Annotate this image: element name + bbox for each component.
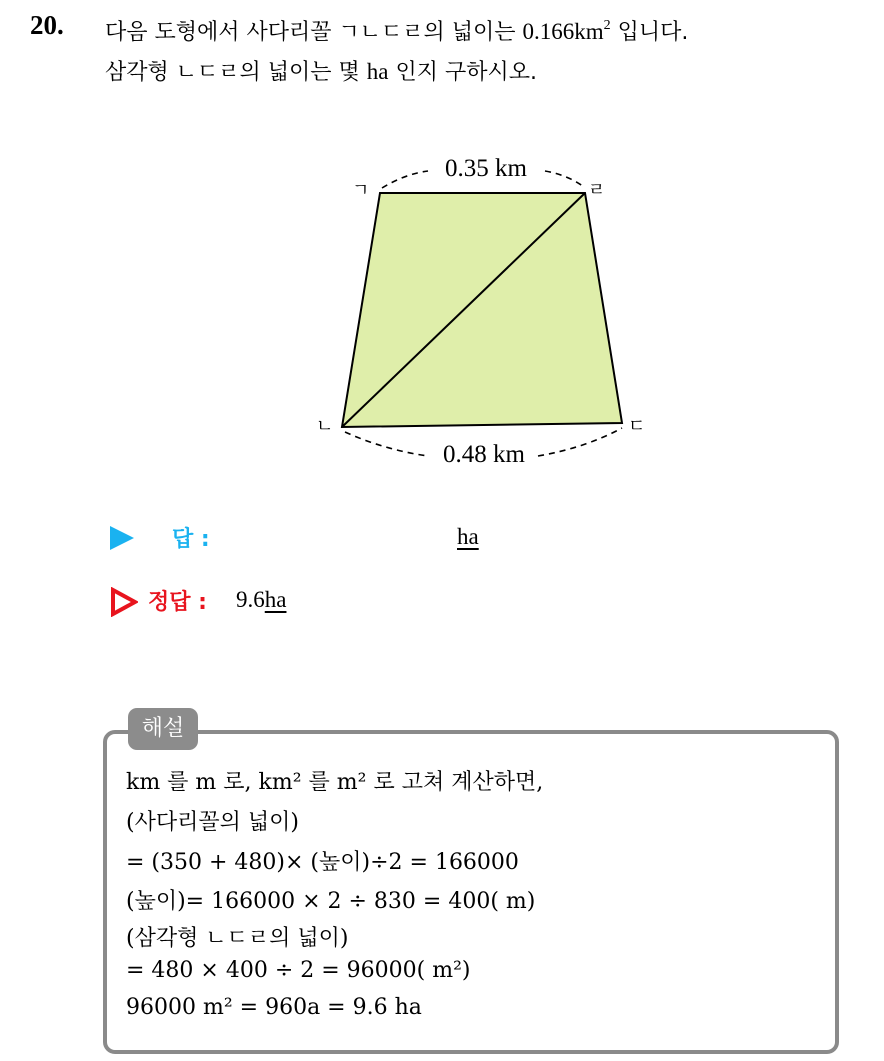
explanation-line: = 480 × 400 ÷ 2 = 96000( m²) — [126, 958, 471, 983]
answer-label: 답 : — [172, 527, 210, 552]
trapezoid-shape — [342, 193, 622, 427]
correct-answer-label: 정답 : — [148, 590, 207, 615]
explanation-line: = (350 + 480)× (높이)÷2 = 166000 — [126, 850, 519, 875]
correct-answer-number: 9.6 — [236, 587, 265, 612]
correct-answer-row — [110, 585, 410, 621]
correct-answer-value — [236, 587, 286, 613]
vertex-label-d: ㄹ — [588, 180, 606, 201]
explanation-line: (사다리꼴의 넓이) — [126, 810, 299, 835]
explanation-line: (높이)= 166000 × 2 ÷ 830 = 400( m) — [126, 889, 536, 914]
question-line1-end: 입니다. — [617, 20, 689, 45]
question-area-value: 0.166 — [522, 19, 575, 44]
explanation-line: (삼각형 ㄴㄷㄹ의 넓이) — [126, 926, 349, 951]
question-area-unit: km — [574, 19, 604, 44]
answer-row — [110, 522, 510, 558]
question-number: 20. — [30, 10, 64, 40]
bottom-length-label: 0.48 km — [443, 441, 525, 468]
explanation-line: 96000 m² = 960a = 9.6 ha — [126, 995, 422, 1020]
question-area-sup: 2 — [603, 18, 611, 33]
top-length-label: 0.35 km — [445, 155, 527, 182]
correct-answer-unit: ha — [264, 587, 287, 612]
play-triangle-icon — [110, 526, 134, 550]
vertex-label-c: ㄷ — [628, 416, 646, 437]
question-line2-b: 인지 구하시오. — [395, 60, 537, 85]
vertex-label-a: ㄱ — [352, 180, 370, 201]
question-line2-unit: ha — [366, 59, 389, 84]
question-text-line2 — [105, 55, 537, 86]
question-line2-a: 삼각형 ㄴㄷㄹ의 넓이는 몇 — [105, 60, 360, 85]
vertex-label-b: ㄴ — [316, 416, 334, 437]
trapezoid-figure — [300, 150, 660, 470]
answer-unit: ha — [457, 524, 479, 549]
question-text-line1 — [105, 15, 688, 46]
question-line1-text: 다음 도형에서 사다리꼴 ㄱㄴㄷㄹ의 넓이는 — [105, 20, 516, 45]
outline-triangle-icon — [110, 587, 138, 617]
explanation-tag: 해설 — [128, 708, 198, 750]
explanation-line: km 를 m 로, km² 를 m² 로 고쳐 계산하면, — [126, 770, 544, 795]
